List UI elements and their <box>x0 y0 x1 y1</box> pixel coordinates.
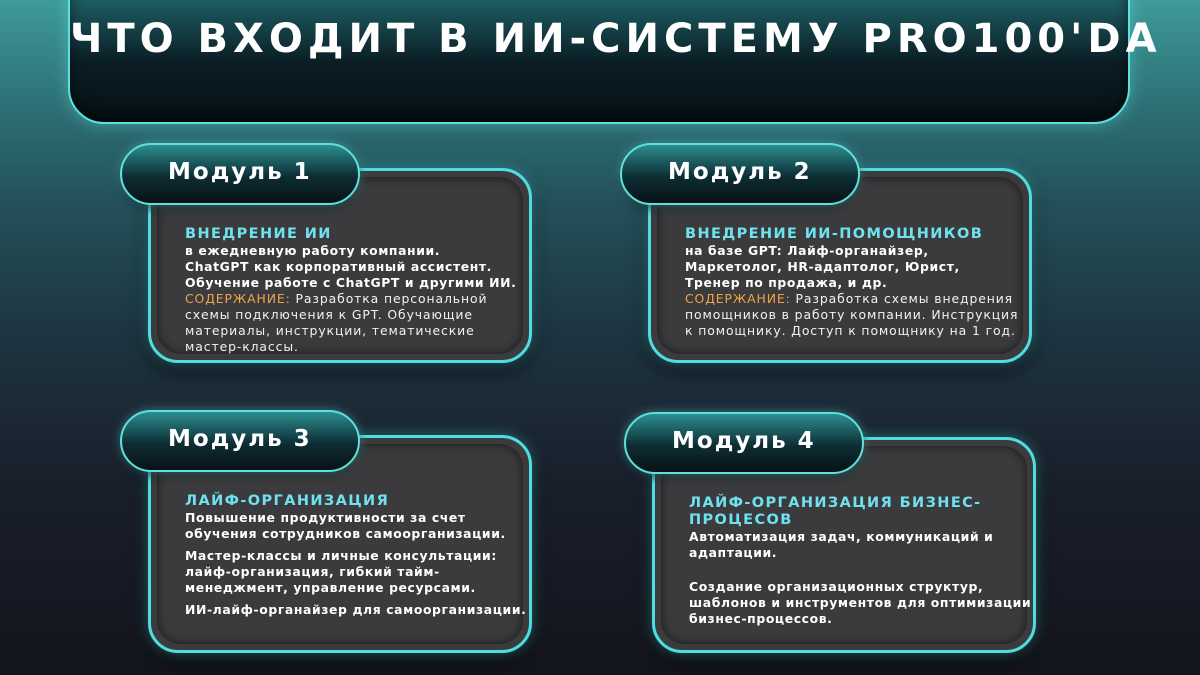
module-content <box>689 495 1034 627</box>
header-banner <box>68 0 1162 124</box>
module-line: на базе GPT: Лайф-органайзер, <box>685 243 929 258</box>
module-line: Маркетолог, HR-адаптолог, Юрист, <box>685 259 960 274</box>
module-tab-4 <box>624 412 864 474</box>
module-content-block <box>685 291 1030 339</box>
module-line: ChatGPT как корпоративный ассистент. <box>185 259 492 274</box>
module-content-block <box>185 291 530 355</box>
module-tab-label: Модуль 4 <box>672 428 816 454</box>
module-line: в ежедневную работу компании. <box>185 243 441 258</box>
module-line: Обучение работе с ChatGPT и другими ИИ. <box>185 275 517 290</box>
module-card-3 <box>120 410 532 630</box>
module-tab-label: Модуль 1 <box>168 159 312 185</box>
module-tab-1 <box>120 143 360 205</box>
module-tab-label: Модуль 2 <box>668 159 812 185</box>
module-tab-2 <box>620 143 860 205</box>
module-card-1 <box>120 143 532 363</box>
module-content <box>685 226 1030 339</box>
module-card-2 <box>620 143 1032 363</box>
page-title: ЧТО ВХОДИТ В ИИ-СИСТЕМУ PRO100'DA <box>70 16 1162 62</box>
module-paragraph: Повышение продуктивности за счет обучения сотрудников самоорганизации. <box>185 510 506 541</box>
module-heading: ВНЕДРЕНИЕ ИИ-ПОМОЩНИКОВ <box>685 226 984 242</box>
module-paragraph: ИИ-лайф-органайзер для самоорганизации. <box>185 602 527 617</box>
content-text: Разработка схемы внедрения помощников в работу компании. Инструкция к помощнику. Доступ к помощнику на 1 год. <box>685 291 1019 338</box>
content-label: СОДЕРЖАНИЕ: <box>185 291 291 306</box>
module-heading: ЛАЙФ-ОРГАНИЗАЦИЯ <box>185 493 390 509</box>
module-paragraph: Автоматизация задач, коммуникаций и адаптации. <box>689 529 994 560</box>
module-paragraph: Мастер-классы и личные консультации: лайф-организация, гибкий тайм-менеджмент, управление ресурсами. <box>185 548 497 595</box>
module-heading: ЛАЙФ-ОРГАНИЗАЦИЯ БИЗНЕС-ПРОЦЕСОВ <box>689 495 982 528</box>
module-card-4 <box>624 412 1036 632</box>
module-heading: ВНЕДРЕНИЕ ИИ <box>185 226 332 242</box>
module-content <box>185 226 530 355</box>
module-tab-3 <box>120 410 360 472</box>
module-tab-label: Модуль 3 <box>168 426 312 452</box>
module-content <box>185 493 530 618</box>
content-text: Разработка персональной схемы подключения к GPT. Обучающие материалы, инструкции, тематические мастер-классы. <box>185 291 488 354</box>
content-label: СОДЕРЖАНИЕ: <box>685 291 791 306</box>
module-line: Тренер по продажа, и др. <box>685 275 888 290</box>
module-paragraph: Создание организационных структур, шаблонов и инструментов для оптимизации бизнес-процессов. <box>689 579 1032 626</box>
